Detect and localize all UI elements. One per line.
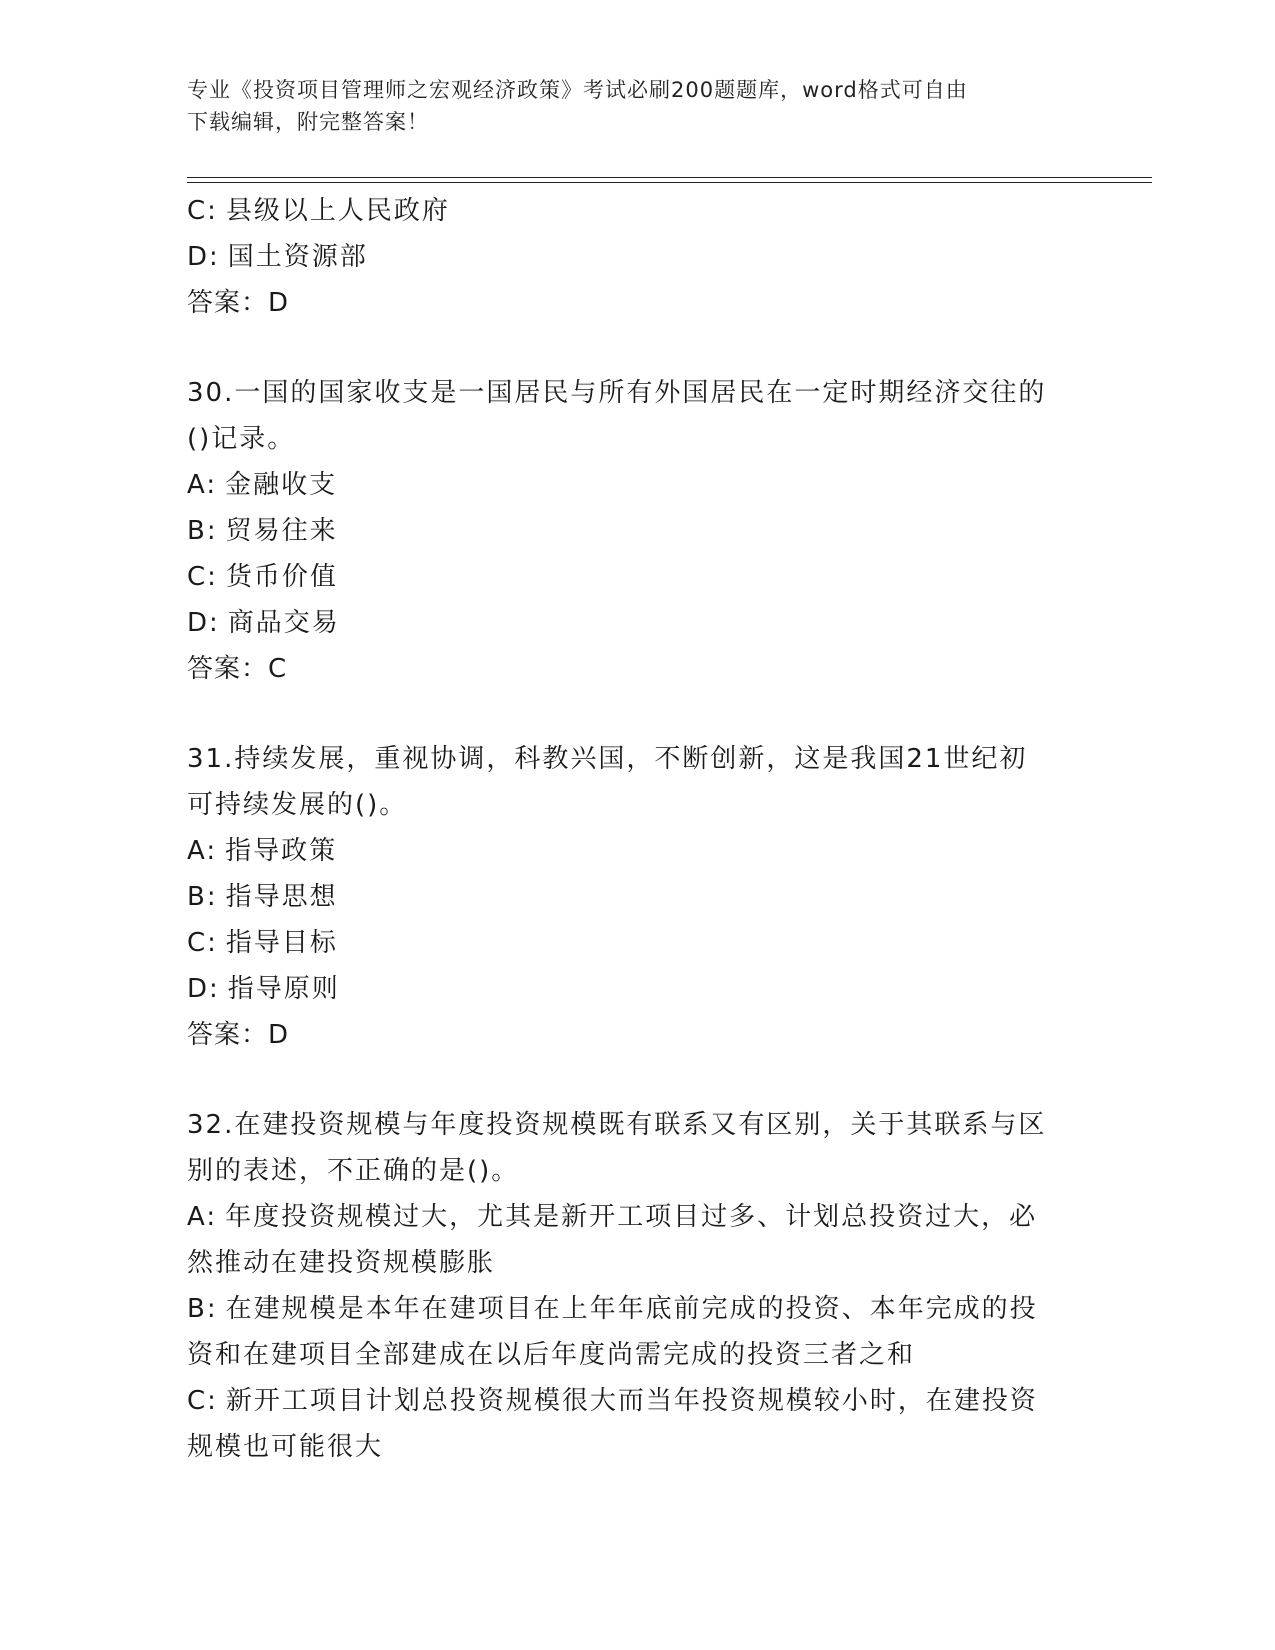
option-a: [187, 462, 1077, 508]
option-label: D:: [187, 608, 220, 638]
question-text-line-1: 30.一国的国家收支是一国居民与所有外国居民在一定时期经济交往的: [187, 378, 1047, 408]
option-label: C:: [187, 928, 218, 958]
question-text-line-1: 32.在建投资规模与年度投资规模既有联系又有区别，关于其联系与区: [187, 1110, 1047, 1140]
header-line-1: 专业《投资项目管理师之宏观经济政策》考试必刷200题题库，word格式可自由: [187, 78, 968, 102]
header-rule-bottom: [187, 182, 1152, 183]
option-label: C:: [187, 196, 218, 226]
option-text: 货币价值: [225, 562, 338, 592]
option-b: [187, 874, 1077, 920]
option-text: 贸易往来: [225, 516, 338, 546]
option-text-line-1: 在建规模是本年在建项目在上年年底前完成的投资、本年完成的投: [225, 1294, 1038, 1324]
option-d: [187, 600, 1077, 646]
question-31: [187, 736, 1077, 1058]
option-text: 指导原则: [227, 974, 340, 1004]
question-text-line-2: 可持续发展的()。: [187, 790, 408, 820]
option-c: [187, 554, 1077, 600]
option-a: [187, 1194, 1077, 1286]
option-c: [187, 1378, 1077, 1470]
option-text-line-2: 然推动在建投资规模膨胀: [187, 1248, 496, 1278]
option-label: A:: [187, 836, 218, 866]
option-text: 指导目标: [225, 928, 338, 958]
option-b: [187, 1286, 1077, 1378]
question-30: [187, 370, 1077, 692]
option-label: C:: [187, 562, 218, 592]
option-b: [187, 508, 1077, 554]
option-text: 商品交易: [227, 608, 340, 638]
option-label: D:: [187, 242, 220, 272]
question-29-tail: [187, 188, 1077, 326]
option-label: C:: [187, 1386, 218, 1416]
option-text: 金融收支: [225, 470, 338, 500]
page-header: [187, 74, 1067, 138]
question-text-line-2: 别的表述，不正确的是()。: [187, 1156, 520, 1186]
option-label: B:: [187, 882, 218, 912]
option-text: 指导政策: [225, 836, 338, 866]
document-body: [187, 188, 1077, 1470]
question-text-line-1: 31.持续发展，重视协调，科教兴国，不断创新，这是我国21世纪初: [187, 744, 1028, 774]
option-c: [187, 920, 1077, 966]
option-a: [187, 828, 1077, 874]
question-text-line-2: ()记录。: [187, 424, 296, 454]
option-label: A:: [187, 1202, 218, 1232]
option-text: 指导思想: [225, 882, 338, 912]
option-c: [187, 188, 1077, 234]
option-d: [187, 234, 1077, 280]
option-text-line-2: 资和在建项目全部建成在以后年度尚需完成的投资三者之和: [187, 1340, 916, 1370]
option-text-line-1: 新开工项目计划总投资规模很大而当年投资规模较小时，在建投资: [225, 1386, 1038, 1416]
answer: 答案：D: [187, 288, 290, 318]
answer: 答案：C: [187, 654, 288, 684]
option-d: [187, 966, 1077, 1012]
option-text-line-1: 年度投资规模过大，尤其是新开工项目过多、计划总投资过大，必: [225, 1202, 1038, 1232]
header-rule-top: [187, 177, 1152, 178]
header-line-2: 下载编辑，附完整答案！: [187, 110, 429, 134]
question-32: [187, 1102, 1077, 1470]
option-label: A:: [187, 470, 218, 500]
option-label: B:: [187, 516, 218, 546]
option-text-line-2: 规模也可能很大: [187, 1432, 384, 1462]
option-text: 国土资源部: [227, 242, 368, 272]
option-text: 县级以上人民政府: [225, 196, 450, 226]
answer: 答案：D: [187, 1020, 290, 1050]
option-label: D:: [187, 974, 220, 1004]
option-label: B:: [187, 1294, 218, 1324]
